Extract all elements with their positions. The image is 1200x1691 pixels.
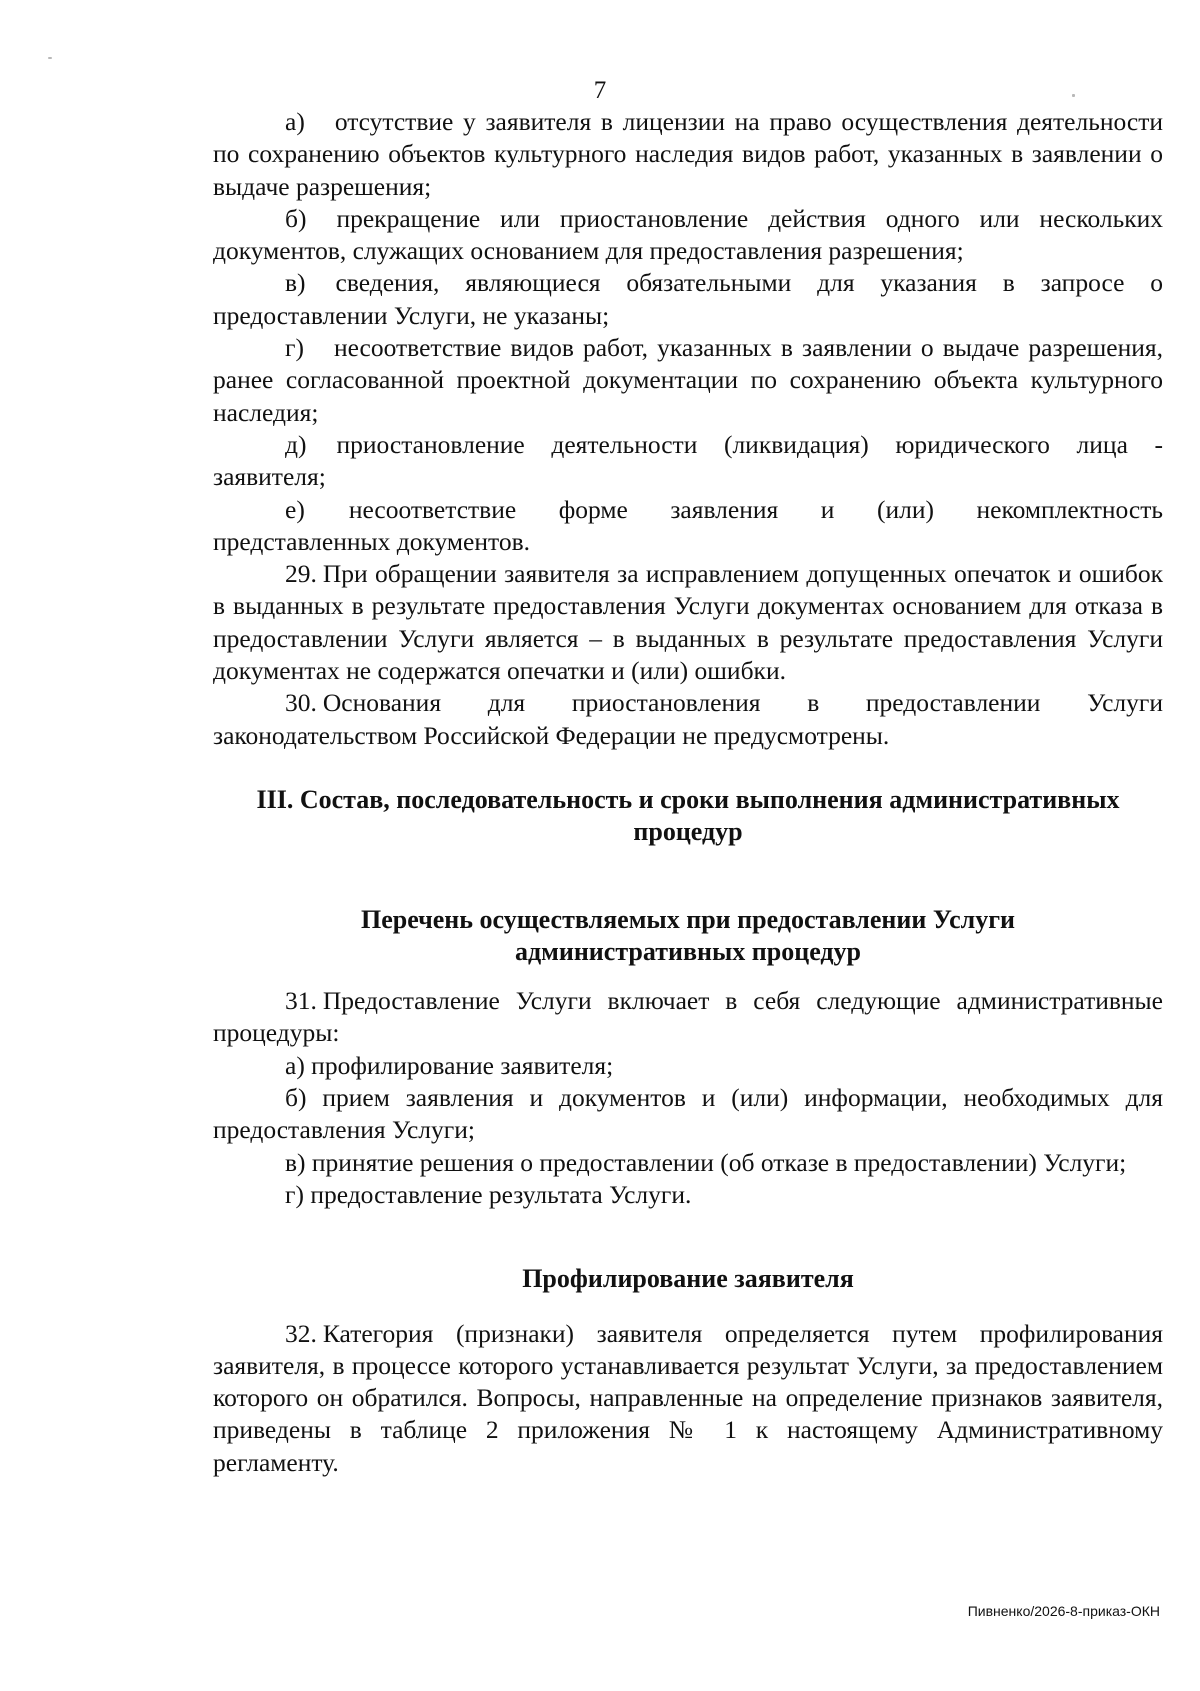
list-item-text: прекращение или приостановление действия одного или нескольких документов, служащих основанием для предоставления разрешения; — [213, 203, 1163, 266]
paragraph-text: При обращении заявителя за исправлением допущенных опечаток и ошибок в выданных в результате предоставления Услуги документах основанием для отказа в предоставлении Услуги является – в выданных в результате предоставления Услуги документах не содержатся опечатки и (или) ошибки. — [213, 559, 1163, 686]
paragraph-29 — [213, 558, 1163, 687]
paragraph-text: Категория (признаки) заявителя определяется путем профилирования заявителя, в процессе которого устанавливается результат Услуги, за предоставлением которого он обратился. Вопросы, направленные на определение признаков заявителя, приведены в таблице 2 приложения № 1 к настоящему Административному регламенту. — [213, 1318, 1163, 1477]
document-registration-code: Пивненко/2026-8-приказ-ОКН — [967, 1603, 1160, 1619]
list-marker: д) — [285, 429, 307, 459]
paragraph-number: 32. — [285, 1318, 317, 1348]
list-marker: б) — [285, 203, 307, 233]
list-item-g — [213, 332, 1163, 429]
paragraph-number: 29. — [285, 559, 317, 589]
list-item-v — [213, 267, 1163, 332]
list-item-text: несоответствие видов работ, указанных в заявлении о выдаче разрешения, ранее согласованной проектной документации по сохранению объекта культурного наследия; — [213, 333, 1163, 427]
paragraph-text: Предоставление Услуги включает в себя следующие административные процедуры: — [213, 986, 1163, 1048]
paragraph-number: 31. — [285, 986, 317, 1016]
list-item-b — [213, 203, 1163, 268]
document-body — [213, 106, 1163, 1479]
paragraph-30 — [213, 687, 1163, 752]
list-item-d — [213, 429, 1163, 494]
paragraph-31 — [213, 985, 1163, 1050]
procedure-item: б) прием заявления и документов и (или) информации, необходимых для предоставления Услуги; — [213, 1083, 1163, 1145]
paragraph-number: 30. — [285, 688, 317, 718]
procedure-item: г) предоставление результата Услуги. — [285, 1179, 692, 1209]
paragraph-32 — [213, 1318, 1163, 1479]
subheading-procedures-list: Перечень осуществляемых при предоставлении Услуги административных процедур — [360, 904, 1016, 966]
list-item-text: сведения, являющиеся обязательными для указания в запросе о предоставлении Услуги, не указаны; — [213, 268, 1163, 330]
list-item-e — [213, 494, 1163, 559]
procedure-item: а) профилирование заявителя; — [285, 1050, 614, 1080]
list-item-text: отсутствие у заявителя в лицензии на право осуществления деятельности по сохранению объектов культурного наследия видов работ, указанных в заявлении о выдаче разрешения; — [213, 107, 1163, 201]
list-marker: а) — [285, 107, 305, 136]
procedure-item: в) принятие решения о предоставлении (об отказе в предоставлении) Услуги; — [285, 1147, 1127, 1177]
paragraph-text: Основания для приостановления в предоставлении Услуги законодательством Российской Федерации не предусмотрены. — [213, 688, 1163, 750]
section-heading: III. Состав, последовательность и сроки выполнения административных процедур — [256, 784, 1120, 847]
list-item-text: приостановление деятельности (ликвидация) юридического лица - заявителя; — [213, 429, 1163, 492]
list-marker: г) — [285, 333, 304, 363]
scan-speck — [48, 57, 52, 59]
list-marker: в) — [285, 268, 306, 298]
subheading-profiling: Профилирование заявителя — [522, 1264, 854, 1294]
list-item-text: несоответствие форме заявления и (или) некомплектность представленных документов. — [213, 494, 1163, 556]
list-item-a — [213, 106, 1163, 203]
page-number: 7 — [593, 77, 607, 104]
list-marker: е) — [285, 494, 305, 524]
